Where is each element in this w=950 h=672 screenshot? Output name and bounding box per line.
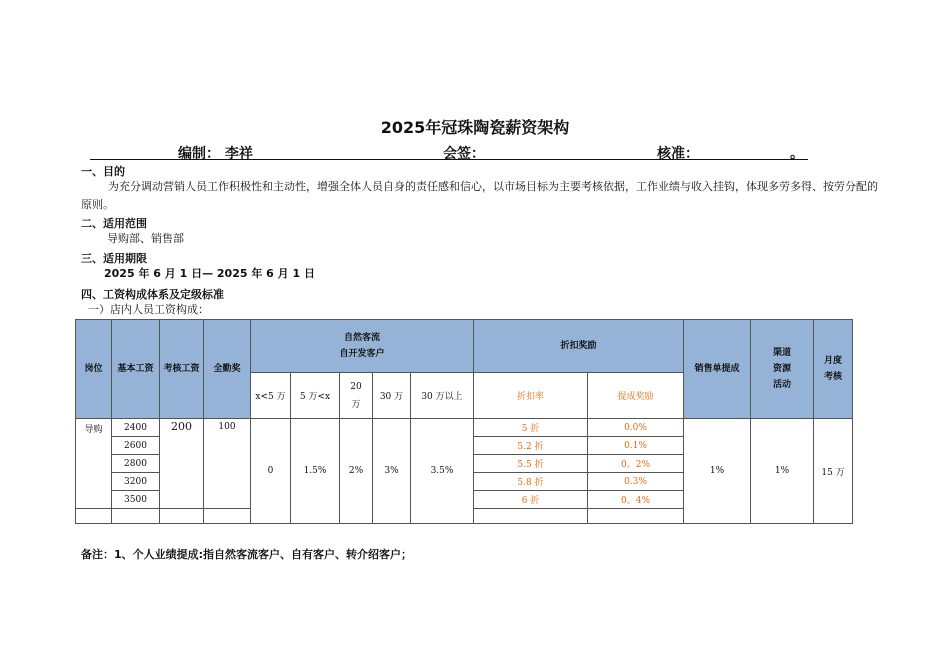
cell-base-salary: 2600 — [112, 437, 160, 455]
empty-cell — [112, 509, 160, 524]
tier-cell-line: 万 — [351, 399, 361, 410]
section-purpose-text: 为充分调动营销人员工作积极性和主动性，增强全体人员自身的责任感和信心，以市场目标为主要考核依据，工作业绩与收入挂钩，体现多劳多得、按劳分配的原则。 — [81, 180, 878, 211]
header-discount-reward: 折扣奖励 — [474, 320, 684, 373]
empty-cell — [76, 509, 112, 524]
cell-commission-reward: 0。4% — [588, 491, 684, 509]
header-monthly-line1: 月度 — [824, 356, 843, 366]
document-title: 2025年冠珠陶瓷薪资架构 — [380, 118, 570, 137]
cell-position: 导购 — [76, 419, 112, 509]
editor-label: 编制： 李祥 — [178, 146, 253, 162]
header-channel-line3: 活动 — [773, 380, 792, 390]
header-attendance: 全勤奖 — [204, 320, 251, 419]
cell-channel: 1% — [751, 419, 814, 524]
section-period-text: 2025 年 6 月 1 日— 2025 年 6 月 1 日 — [104, 267, 315, 280]
cell-tier-value: 2% — [340, 419, 373, 524]
tier-cell-line: 20 — [350, 381, 362, 392]
subheader-commission-reward: 提成奖励 — [588, 373, 684, 419]
salary-table — [75, 319, 853, 524]
tier-cell: 30 万 — [373, 373, 411, 419]
cell-discount-rate: 6 折 — [474, 491, 588, 509]
cell-discount-rate: 5.2 折 — [474, 437, 588, 455]
header-natural-flow — [251, 320, 474, 373]
cell-commission-reward: 0。2% — [588, 455, 684, 473]
section-purpose-title: 一、目的 — [81, 165, 125, 178]
cell-base-salary: 2800 — [112, 455, 160, 473]
header-channel — [751, 320, 814, 419]
cell-sales-commission: 1% — [684, 419, 751, 524]
countersign-label: 会签： — [443, 146, 485, 162]
cell-base-salary: 3200 — [112, 473, 160, 491]
header-sales-commission: 销售单提成 — [684, 320, 751, 419]
header-position: 岗位 — [76, 320, 112, 419]
tier-cell: x<5 万 — [251, 373, 291, 419]
header-monthly-line2: 考核 — [824, 372, 843, 382]
cell-discount-rate: 5.5 折 — [474, 455, 588, 473]
approve-dot: 。 — [790, 146, 804, 162]
header-natural-flow-line1: 自然客流 — [343, 333, 380, 343]
tier-cell: 30 万以上 — [411, 373, 474, 419]
empty-cell — [474, 509, 588, 524]
header-monthly — [814, 320, 853, 419]
cell-discount-rate: 5 折 — [474, 419, 588, 437]
section-scope-text: 导购部、销售部 — [107, 232, 184, 245]
cell-assess: 200 — [160, 419, 204, 509]
tier-cell — [340, 373, 373, 419]
section-structure-title: 四、工资构成体系及定级标准 — [81, 288, 224, 301]
header-assess-salary: 考核工资 — [160, 320, 204, 419]
cell-tier-value: 0 — [251, 419, 291, 524]
cell-base-salary: 2400 — [112, 419, 160, 437]
cell-commission-reward: 0.0% — [588, 419, 684, 437]
cell-discount-rate: 5.8 折 — [474, 473, 588, 491]
cell-commission-reward: 0.3% — [588, 473, 684, 491]
header-base-salary: 基本工资 — [112, 320, 160, 419]
cell-attendance: 100 — [204, 419, 251, 509]
footnote: 备注：1、个人业绩提成:指自然客流客户、自有客户、转介绍客户； — [81, 548, 413, 561]
empty-cell — [160, 509, 204, 524]
signoff-line — [90, 143, 808, 160]
header-channel-line1: 渠道 — [773, 348, 792, 358]
tier-cell: 5 万<x — [291, 373, 340, 419]
empty-cell — [204, 509, 251, 524]
cell-tier-value: 1.5% — [291, 419, 340, 524]
cell-commission-reward: 0.1% — [588, 437, 684, 455]
section-period-title: 三、适用期限 — [81, 252, 147, 265]
cell-tier-value: 3.5% — [411, 419, 474, 524]
cell-base-salary: 3500 — [112, 491, 160, 509]
subheader-discount-rate: 折扣率 — [474, 373, 588, 419]
cell-tier-value: 3% — [373, 419, 411, 524]
empty-cell — [588, 509, 684, 524]
cell-monthly: 15 万 — [814, 419, 853, 524]
section-scope-title: 二、适用范围 — [81, 217, 147, 230]
header-channel-line2: 资源 — [773, 364, 792, 374]
section-structure-subtitle: 一）店内人员工资构成： — [88, 303, 209, 316]
header-natural-flow-line2: 自开发客户 — [339, 349, 385, 359]
approve-label: 核准： — [657, 146, 699, 162]
